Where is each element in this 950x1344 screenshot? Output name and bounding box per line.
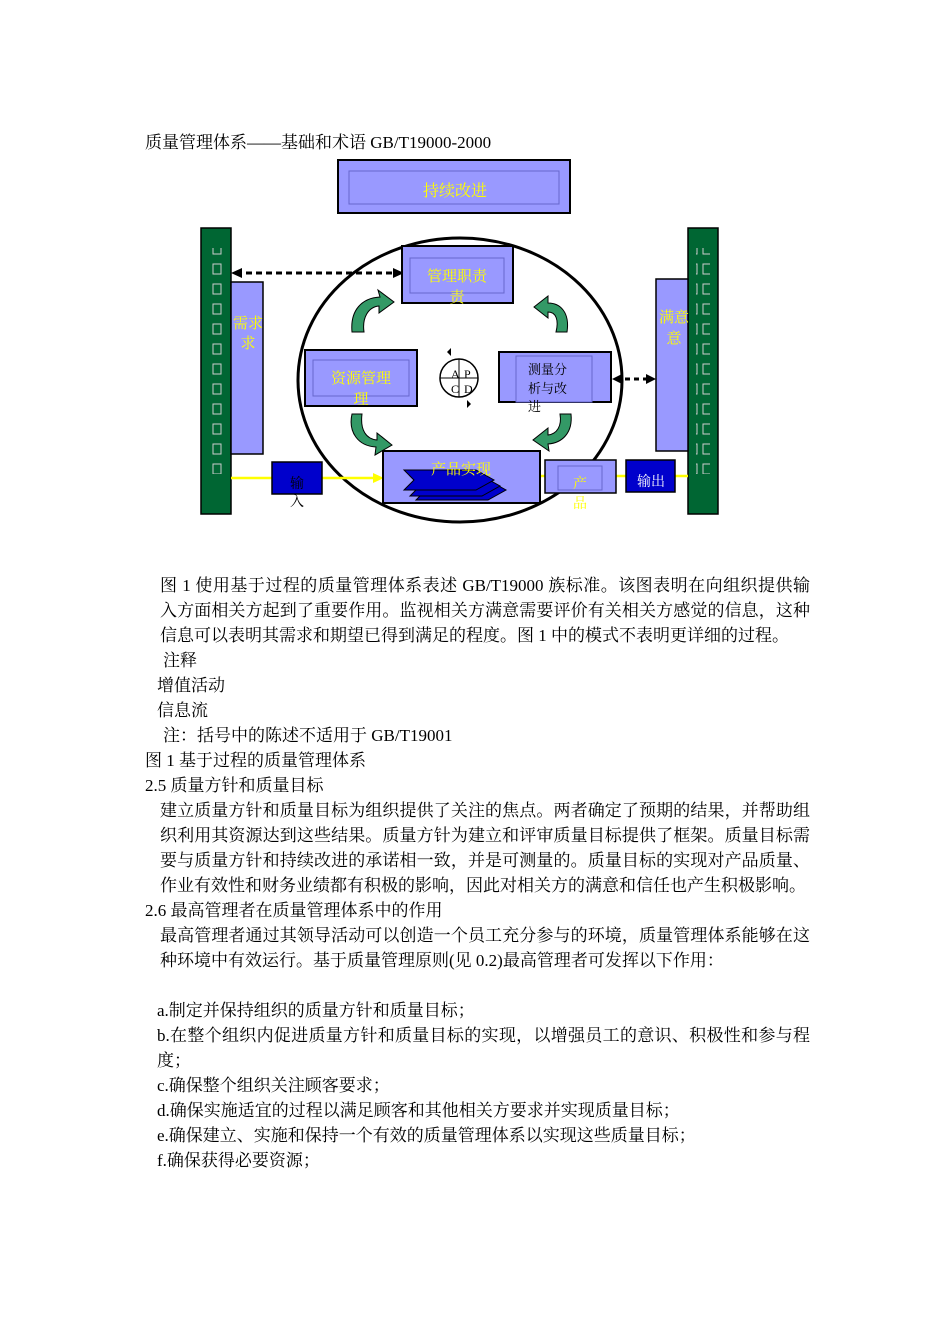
requirements-label: 需求 — [232, 314, 264, 332]
svg-text:求: 求 — [240, 334, 256, 352]
svg-text:品: 品 — [573, 496, 587, 512]
pdca-cycle-icon — [440, 348, 478, 408]
continual-improvement-label: 持续改进 — [422, 181, 488, 200]
svg-text:P: P — [464, 367, 471, 381]
list-item: f.确保获得必要资源； — [157, 1151, 320, 1170]
list-item: d.确保实施适宜的过程以满足顾客和其他相关方要求并实现质量目标； — [157, 1101, 680, 1120]
info-flow-label: 信息流 — [157, 701, 208, 720]
svg-text:D: D — [464, 382, 473, 396]
left-pillar — [201, 228, 263, 514]
svg-text:析与改: 析与改 — [528, 382, 568, 397]
svg-text:产: 产 — [573, 476, 587, 492]
svg-text:责: 责 — [449, 288, 465, 306]
body-text — [145, 573, 810, 1173]
section-2-5-body: 建立质量方针和质量目标为组织提供了关注的焦点。两者确定了预期的结果，并帮助组织利用其资源达到这些结果。质量方针为建立和评审质量目标提供了框架。质量目标需要与质量方针和持续改进的承诺相一致，并是可测量的。质量目标的实现对产品质量、作业有效性和财务业绩都有积极的影响，因此对相关方的满意和信任也产生积极影响。 — [160, 801, 810, 895]
note-text: 注：括号中的陈述不适用于 GB/T19001 — [163, 726, 453, 745]
svg-text:管理职责: 管理职责 — [426, 267, 488, 285]
product-box — [545, 460, 616, 512]
svg-text:C: C — [451, 382, 460, 396]
list-item: b.在整个组织内促进质量方针和质量目标的实现，以增强员工的意识、积极性和参与程度； — [157, 1026, 810, 1070]
value-added-label: 增值活动 — [157, 676, 225, 695]
svg-text:A: A — [451, 367, 460, 381]
input-box — [272, 462, 322, 510]
list-item: e.确保建立、实施和保持一个有效的质量管理体系以实现这些质量目标； — [157, 1126, 696, 1145]
svg-text:输: 输 — [290, 476, 304, 492]
page-title: 质量管理体系——基础和术语 GB/T19000-2000 — [145, 133, 492, 152]
continual-improvement-box — [338, 160, 570, 213]
section-2-6-heading: 2.6 最高管理者在质量管理体系中的作用 — [145, 901, 443, 920]
note-title: 注释 — [163, 651, 197, 670]
svg-text:产品实现: 产品实现 — [430, 460, 492, 478]
management-responsibility-box — [402, 246, 513, 306]
list-item: c.确保整个组织关注顾客要求； — [157, 1076, 390, 1095]
section-2-5-heading: 2.5 质量方针和质量目标 — [145, 776, 324, 795]
svg-text:资源管理: 资源管理 — [330, 369, 392, 387]
section-2-6-body: 最高管理者通过其领导活动可以创造一个员工充分参与的环境，质量管理体系能够在这种环境中有效运行。基于质量管理原则(见 0.2)最高管理者可发挥以下作用： — [160, 926, 810, 970]
svg-text:入: 入 — [290, 494, 304, 510]
resource-management-box — [305, 350, 417, 408]
product-realization-box — [383, 451, 540, 503]
svg-text:进: 进 — [528, 400, 542, 415]
process-model-diagram — [0, 0, 950, 560]
svg-text:理: 理 — [353, 390, 369, 408]
satisfaction-label: 满意 — [658, 308, 690, 326]
measurement-analysis-box — [499, 352, 611, 415]
figure-caption: 图 1 基于过程的质量管理体系 — [145, 751, 366, 770]
output-box — [626, 460, 675, 492]
svg-text:意: 意 — [666, 329, 682, 347]
svg-text:测量分: 测量分 — [528, 363, 568, 378]
list-item: a.制定并保持组织的质量方针和质量目标； — [157, 1001, 475, 1020]
figure-description: 图 1 使用基于过程的质量管理体系表述 GB/T19000 族标准。该图表明在向组织提供输入方面相关方起到了重要作用。监视相关方满意需要评价有关相关方感觉的信息，这种信息可以表明其需求和期望已得到满足的程度。图 1 中的模式不表明更详细的过程。 — [160, 576, 810, 645]
svg-text:输出: 输出 — [637, 474, 665, 490]
